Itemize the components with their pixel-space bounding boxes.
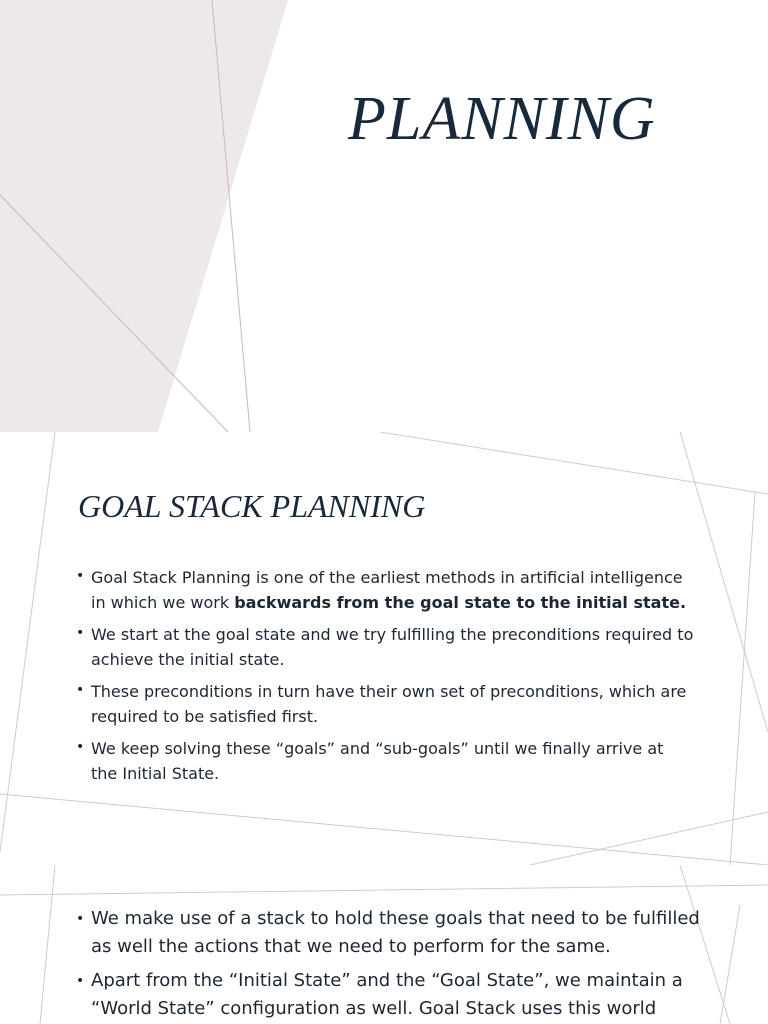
bullet-text: We keep solving these “goals” and “sub-goals” until we finally arrive at the Initial State. xyxy=(91,739,664,783)
decorative-background xyxy=(0,0,768,432)
deco-line xyxy=(530,812,768,865)
bullet-item xyxy=(74,967,714,1023)
deco-line xyxy=(40,865,55,1024)
bullet-item xyxy=(74,680,694,729)
bullet-icon: • xyxy=(76,568,85,584)
title-slide xyxy=(0,0,768,432)
bullet-icon: • xyxy=(76,625,85,641)
bullet-text: We make use of a stack to hold these goals that need to be fulfilled as well the actions that we need to perform for the same. xyxy=(91,908,700,957)
bullet-icon: • xyxy=(76,682,85,698)
bullet-text: We start at the goal state and we try fulfilling the preconditions required to achieve the initial state. xyxy=(91,625,694,669)
bullet-bold-text: backwards from the goal state to the initial state. xyxy=(234,592,687,612)
deco-line xyxy=(380,432,768,494)
bullet-icon: • xyxy=(76,973,85,989)
presentation-title: PLANNING xyxy=(348,85,656,153)
deco-line xyxy=(730,492,755,865)
bullet-text: Apart from the “Initial State” and the “Goal State”, we maintain a “World State” configuration as well. Goal Stack uses this world xyxy=(91,970,683,1019)
bullet-text: Goal Stack Planning is one of the earliest methods in artificial intelligence in which we work xyxy=(91,568,683,612)
deco-line xyxy=(0,794,768,865)
bullet-item xyxy=(74,737,694,786)
bullet-text: These preconditions in turn have their own set of preconditions, which are required to be satisfied first. xyxy=(91,682,687,726)
bullet-list xyxy=(74,566,694,794)
bullet-list xyxy=(74,905,714,1024)
bullet-item xyxy=(74,623,694,672)
bullet-item xyxy=(74,566,694,615)
deco-line xyxy=(720,905,740,1024)
section-title: GOAL STACK PLANNING xyxy=(78,488,426,524)
goal-stack-details-slide xyxy=(0,865,768,1024)
bullet-item xyxy=(74,905,714,961)
goal-stack-slide xyxy=(0,432,768,865)
deco-line xyxy=(0,885,768,895)
bullet-icon: • xyxy=(76,911,85,927)
deco-line xyxy=(0,432,55,852)
bullet-icon: • xyxy=(76,739,85,755)
